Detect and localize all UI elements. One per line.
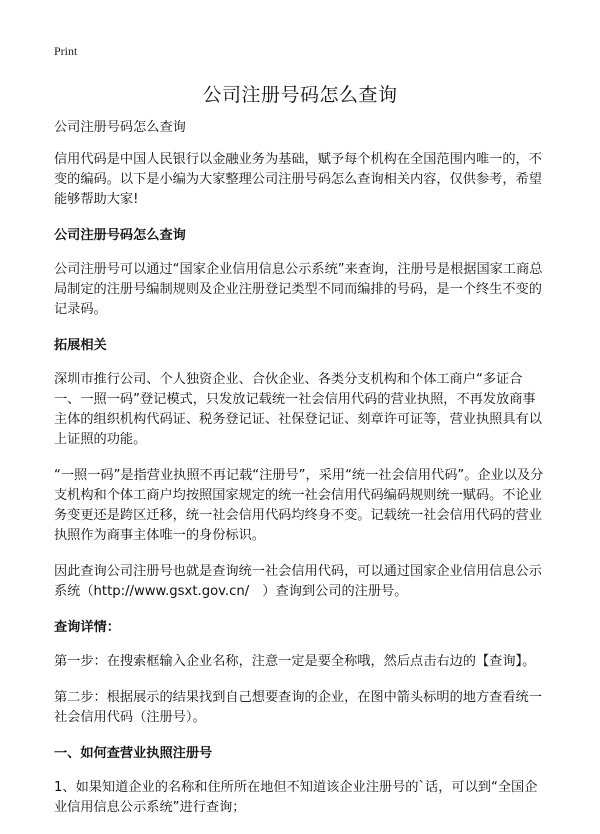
intro-paragraph: 信用代码是中国人民银行以金融业务为基础，赋予每个机构在全国范围内唯一的，不变的编码。以下是小编为大家整理公司注册号码怎么查询相关内容，仅供参考，希望能够帮助大家! [54,152,542,207]
related-paragraph-2: “一照一码”是指营业执照不再记载“注册号”，采用“统一社会信用代码”。企业以及分支机构和个体工商户均按照国家规定的统一社会信用代码编码规则统一赋码。不论业务变更还是跨区迁移，统一社会信用代码均终身不变。记载统一社会信用代码的营业执照作为商事主体唯一的身份标识。 [54,468,544,543]
section-heading-details: 查询详情： [54,620,120,635]
article-subtitle: 公司注册号码怎么查询 [54,120,186,135]
article-body [54,118,546,834]
section-heading-related: 拓展相关 [54,338,107,353]
section-heading-query: 公司注册号码怎么查询 [54,228,186,243]
license-item-1: 1、如果知道企业的名称和住所所在地但不知道该企业注册号的`话，可以到“全国企业信用信息公示系统”进行查询； [54,780,538,815]
related-paragraph-3: 因此查询公司注册号也就是查询统一社会信用代码，可以通过国家企业信用信息公示系统（http://www.gsxt.gov.cn/ ）查询到公司的注册号。 [54,564,542,599]
section-heading-license: 一、如何查营业执照注册号 [54,746,213,761]
page-title: 公司注册号码怎么查询 [202,84,398,106]
step-2-paragraph: 第二步：根据展示的结果找到自己想要查询的企业，在图中箭头标明的地方查看统一社会信用代码（注册号）。 [54,690,542,725]
section-query-paragraph: 公司注册号可以通过“国家企业信用信息公示系统”来查询，注册号是根据国家工商总局制定的注册号编制规则及企业注册登记类型不同而编排的号码，是一个终生不变的记录码。 [54,262,543,317]
step-1-paragraph: 第一步：在搜索框输入企业名称，注意一定是要全称哦，然后点击右边的【查询】。 [54,654,536,669]
print-label: Print [54,44,78,58]
related-paragraph-1: 深圳市推行公司、个人独资企业、合伙企业、各类分支机构和个体工商户“多证合一、一照一码”登记模式，只发放记载统一社会信用代码的营业执照，不再发放商事主体的组织机构代码证、税务登记证、社保登记证、刻章许可证等，营业执照具有以上证照的功能。 [54,372,542,447]
